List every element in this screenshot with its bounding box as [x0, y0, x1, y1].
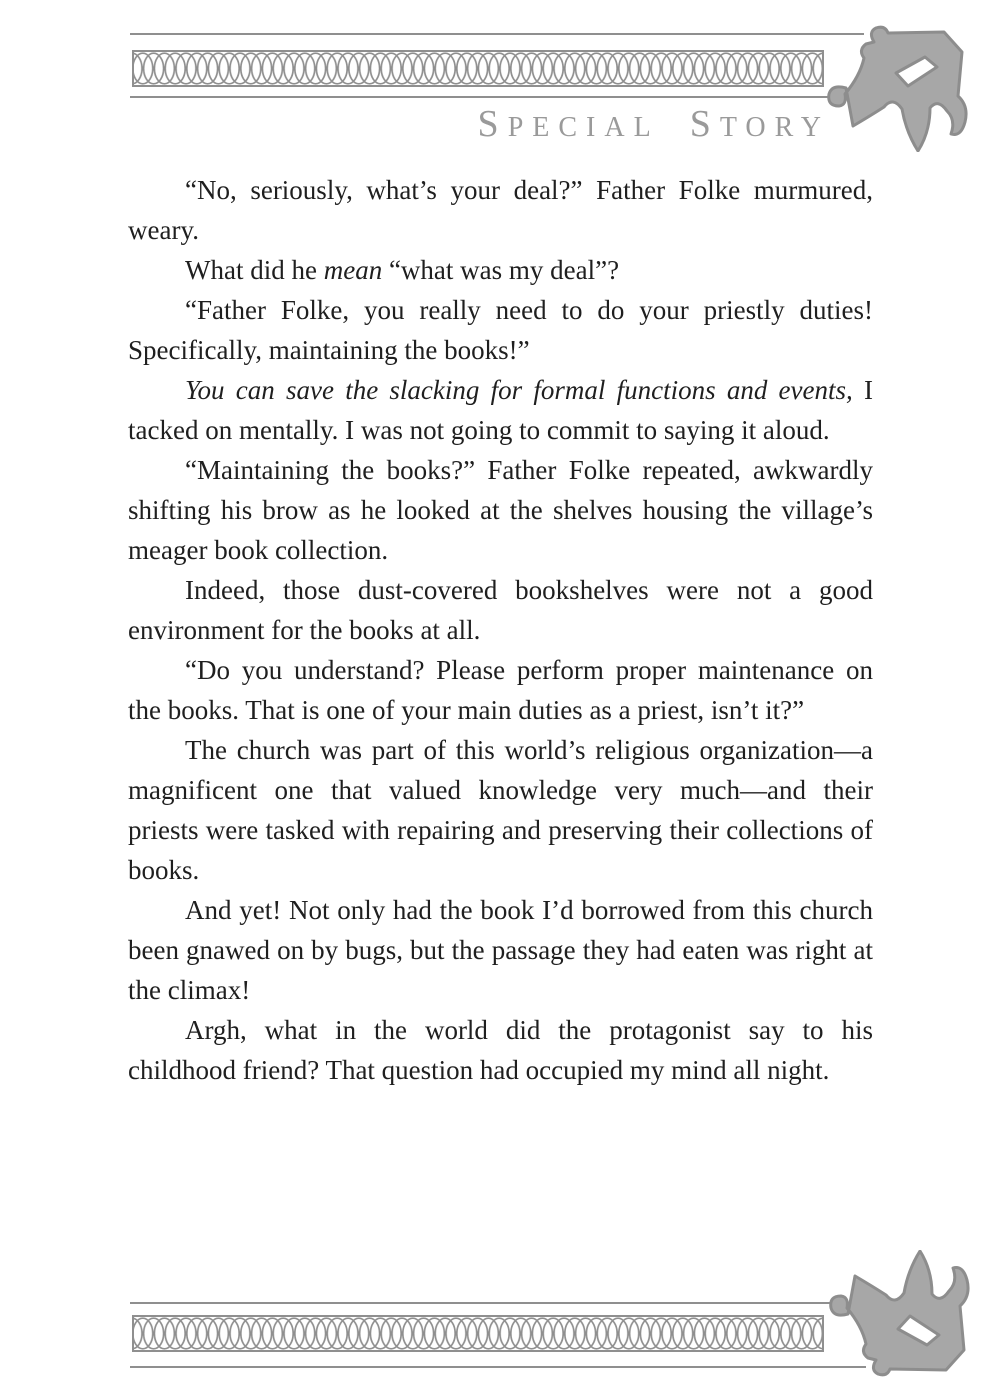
crown-ornament-icon-top — [826, 24, 974, 152]
section-title-word: STORY — [689, 103, 830, 145]
text-run: “Father Folke, you really need to do your priestly duties! Specifically, maintaining the books!” — [128, 295, 873, 365]
story-paragraph — [128, 370, 873, 450]
story-paragraph — [128, 1010, 873, 1090]
crown-ornament-icon-bottom — [828, 1250, 976, 1378]
text-run: Argh, what in the world did the protagonist say to his childhood friend? That question had occupied my mind all night. — [128, 1015, 873, 1085]
text-run: You can save the slacking for formal functions and events, — [185, 375, 853, 405]
text-run: “Do you understand? Please perform proper maintenance on the books. That is one of your main duties as a priest, isn’t it?” — [128, 655, 873, 725]
oval-chain-band-top — [132, 50, 824, 87]
story-paragraph — [128, 730, 873, 890]
story-paragraph — [128, 650, 873, 730]
top-rule-lower — [130, 96, 830, 98]
story-paragraph — [128, 250, 873, 290]
text-run: I tacked on mentally. I was not going to commit to saying it aloud. — [128, 375, 873, 445]
story-paragraph — [128, 890, 873, 1010]
bottom-rule-lower — [130, 1366, 866, 1368]
top-rule-upper — [130, 33, 864, 35]
text-run: mean — [323, 255, 383, 285]
story-paragraph — [128, 570, 873, 650]
text-run: And yet! Not only had the book I’d borrowed from this church been gnawed on by bugs, but the passage they had eaten was right at the climax! — [128, 895, 873, 1005]
text-run: Indeed, those dust-covered bookshelves were not a good environment for the books at all. — [128, 575, 873, 645]
section-title — [478, 103, 830, 149]
text-run: “Maintaining the books?” Father Folke repeated, awkwardly shifting his brow as he looked at the shelves housing the village’s meager book collection. — [128, 455, 873, 565]
bottom-rule-upper — [130, 1302, 845, 1304]
oval-chain-band-bottom — [132, 1315, 824, 1352]
story-paragraph — [128, 290, 873, 370]
story-paragraph — [128, 170, 873, 250]
text-run: The church was part of this world’s religious organization—a magnificent one that valued knowledge very much—and their priests were tasked with repairing and preserving their collections of books. — [128, 735, 873, 885]
section-title-word: SPECIAL — [477, 103, 660, 145]
text-run: “No, seriously, what’s your deal?” Father Folke murmured, weary. — [128, 175, 873, 245]
text-run: “what was my deal”? — [382, 255, 620, 285]
text-run: What did he — [185, 255, 324, 285]
story-body — [128, 170, 873, 1090]
story-paragraph — [128, 450, 873, 570]
